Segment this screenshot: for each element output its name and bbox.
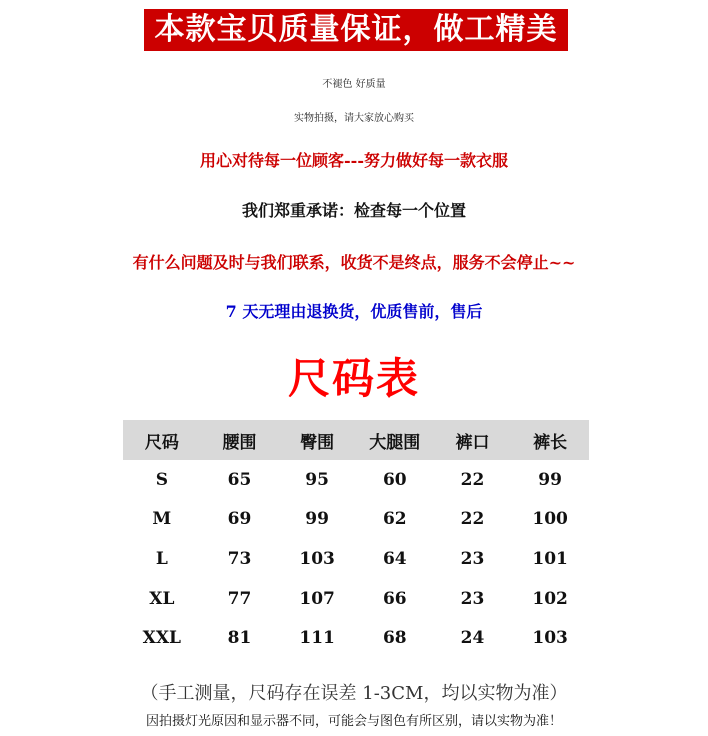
table-cell: 99 — [305, 509, 329, 530]
table-cell: 103 — [532, 628, 568, 649]
table-cell: 23 — [460, 548, 485, 569]
header-waist: 腰围 — [201, 420, 279, 460]
table-row — [123, 460, 589, 500]
table-cell: XXL — [142, 628, 181, 649]
header-size: 尺码 — [123, 420, 201, 460]
table-cell: L — [155, 548, 168, 569]
tagline-photo: 实物拍摄，请大家放心购买 — [294, 113, 414, 124]
table-cell: S — [155, 469, 168, 490]
size-table — [123, 420, 589, 658]
table-cell: 23 — [460, 588, 485, 609]
header-length: 裤长 — [511, 420, 589, 460]
table-cell: 107 — [299, 588, 335, 609]
table-row — [123, 500, 589, 540]
header-thigh: 大腿围 — [356, 420, 434, 460]
table-row — [123, 539, 589, 579]
color-disclaimer: 因拍摄灯光原因和显示器不同，可能会与图色有所区别，请以实物为准！ — [145, 714, 562, 729]
table-cell: 81 — [227, 628, 252, 649]
table-cell: 62 — [382, 509, 407, 530]
table-cell: 69 — [227, 509, 252, 530]
table-cell: M — [152, 509, 172, 530]
table-cell: XL — [149, 588, 175, 609]
table-cell: 73 — [227, 548, 252, 569]
table-row — [123, 618, 589, 658]
table-cell: 65 — [227, 469, 252, 490]
table-cell: 22 — [460, 509, 485, 530]
promise-customer: 用心对待每一位顾客---努力做好每一款衣服 — [200, 151, 508, 170]
table-cell: 103 — [299, 548, 335, 569]
quality-banner: 本款宝贝质量保证，做工精美 — [144, 9, 568, 51]
table-cell: 64 — [382, 548, 407, 569]
table-cell: 99 — [538, 469, 562, 490]
size-chart-title: 尺码表 — [287, 354, 420, 403]
table-cell: 95 — [305, 469, 329, 490]
table-row — [123, 579, 589, 619]
measurement-note: （手工测量，尺码存在误差 1-3CM，均以实物为准） — [140, 683, 568, 704]
size-table-header — [123, 420, 589, 460]
promise-returns: 7 天无理由退换货，优质售前，售后 — [225, 302, 483, 321]
header-leg-opening: 裤口 — [434, 420, 512, 460]
table-cell: 111 — [299, 628, 335, 649]
table-cell: 66 — [382, 588, 407, 609]
promise-inspection: 我们郑重承诺：检查每一个位置 — [241, 201, 466, 220]
table-cell: 101 — [532, 548, 568, 569]
table-cell: 77 — [227, 588, 252, 609]
promise-service: 有什么问题及时与我们联系，收货不是终点，服务不会停止~~ — [132, 253, 576, 272]
table-cell: 24 — [460, 628, 485, 649]
header-hip: 臀围 — [278, 420, 356, 460]
table-cell: 68 — [382, 628, 407, 649]
table-cell: 100 — [532, 509, 568, 530]
tagline-quality: 不褪色 好质量 — [322, 79, 386, 90]
table-cell: 102 — [532, 588, 568, 609]
table-cell: 22 — [460, 469, 485, 490]
table-cell: 60 — [382, 469, 407, 490]
